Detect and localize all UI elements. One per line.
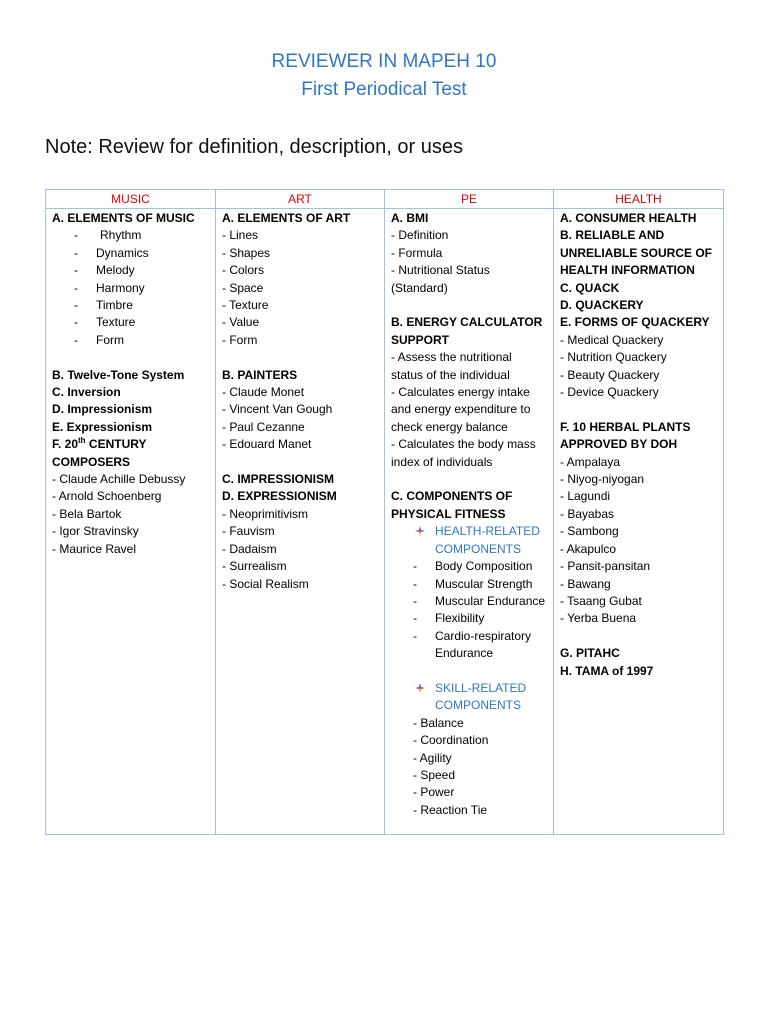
bullet-dash: - — [74, 245, 78, 260]
list-item: - Dynamics — [52, 245, 209, 262]
list-item: - Pansit-pansitan — [560, 559, 651, 574]
list-item: - Flexibility — [413, 611, 485, 626]
list-item: - Space — [222, 280, 264, 295]
skill-related-heading: SKILL-RELATED COMPONENTS — [391, 680, 547, 715]
health-item-a: A. CONSUMER HEALTH — [560, 211, 697, 225]
list-item: - Medical Quackery — [560, 332, 664, 347]
list-item: - Muscular Endurance — [413, 593, 546, 608]
bullet-dash: - — [74, 332, 78, 347]
list-item: - Bayabas — [560, 506, 615, 521]
list-item: - Vincent Van Gough — [222, 402, 333, 417]
bullet-dash: - — [74, 315, 78, 330]
list-item: - Calculates the body mass index of individuals — [391, 437, 536, 469]
list-item: - Akapulco — [560, 541, 617, 556]
list-item: - Sambong — [560, 524, 619, 539]
list-item: - Power — [413, 785, 455, 800]
list-item: - Bawang — [560, 576, 611, 591]
list-item: - Rhythm — [52, 227, 209, 244]
list-item: - Arnold Schoenberg — [52, 489, 162, 504]
list-item: - Calculates energy intake and energy expenditure to check energy balance — [391, 385, 531, 434]
list-item: - Beauty Quackery — [560, 367, 660, 382]
list-item: - Timbre — [52, 297, 209, 314]
list-item: - Definition — [391, 228, 449, 243]
bullet-dash: - — [74, 280, 78, 295]
health-quackery-title: E. FORMS OF QUACKERY — [560, 315, 710, 330]
art-item-c: C. IMPRESSIONISM — [222, 472, 335, 487]
list-item: - Maurice Ravel — [52, 541, 137, 556]
table-header-row — [46, 190, 724, 209]
health-item-g: G. PITAHC — [560, 646, 620, 661]
health-item-b: B. RELIABLE AND UNRELIABLE SOURCE OF HEALTH INFORMATION — [560, 228, 713, 278]
music-item-c: C. Inversion — [52, 385, 121, 400]
bullet-dash: - — [74, 263, 78, 278]
list-item: - Surrealism — [222, 559, 287, 574]
list-item: - Colors — [222, 263, 265, 278]
music-item-e: E. Expressionism — [52, 419, 153, 434]
list-item: - Fauvism — [222, 524, 275, 539]
art-elements-title: A. ELEMENTS OF ART — [222, 211, 351, 225]
list-item: - Texture — [222, 298, 269, 313]
header-pe: PE — [385, 190, 554, 209]
list-item: - Cardio-respiratory Endurance — [413, 628, 532, 661]
list-item: - Bela Bartok — [52, 506, 122, 521]
list-item: - Form — [222, 332, 258, 347]
list-item: - Reaction Tie — [413, 802, 488, 817]
list-item: - Body Composition — [413, 559, 533, 574]
list-item: - Value — [222, 315, 260, 330]
health-item-c: C. QUACK — [560, 280, 620, 295]
header-music: MUSIC — [46, 190, 216, 209]
list-item: - Texture — [52, 314, 209, 331]
list-item: - Paul Cezanne — [222, 419, 305, 434]
pe-column — [385, 209, 554, 835]
list-item: - Coordination — [413, 733, 489, 748]
list-item: - Neoprimitivism — [222, 506, 309, 521]
health-item-d: D. QUACKERY — [560, 298, 644, 313]
table-body-row — [46, 209, 724, 835]
list-item: - Claude Monet — [222, 385, 305, 400]
health-column — [554, 209, 724, 835]
pe-energy-title: B. ENERGY CALCULATOR SUPPORT — [391, 315, 543, 347]
list-item: - Harmony — [52, 280, 209, 297]
list-item: - Edouard Manet — [222, 437, 312, 452]
health-item-h: H. TAMA of 1997 — [560, 663, 654, 678]
health-herbal-title: F. 10 HERBAL PLANTS APPROVED BY DOH — [560, 419, 691, 452]
list-item: - Dadaism — [222, 541, 277, 556]
document-title: REVIEWER IN MAPEH 10 — [271, 51, 497, 72]
list-item: - Balance — [413, 715, 464, 730]
music-column — [46, 209, 216, 835]
four-color-plus-icon — [415, 526, 425, 536]
list-item: - Claude Achille Debussy — [52, 472, 186, 487]
list-item: - Speed — [413, 767, 456, 782]
list-item: - Yerba Buena — [560, 611, 637, 626]
list-item: - Nutritional Status (Standard) — [391, 263, 490, 295]
list-item: - Ampalaya — [560, 454, 621, 469]
art-column — [216, 209, 385, 835]
list-item: - Device Quackery — [560, 385, 659, 400]
music-elements-title: A. ELEMENTS OF MUSIC — [52, 211, 195, 225]
four-color-plus-icon — [415, 683, 425, 693]
music-item-d: D. Impressionism — [52, 402, 153, 417]
health-related-heading: HEALTH-RELATED COMPONENTS — [391, 523, 547, 558]
list-item: - Niyog-niyogan — [560, 472, 645, 487]
list-item: - Agility — [413, 750, 452, 765]
list-item: - Social Realism — [222, 576, 309, 591]
pe-bmi-title: A. BMI — [391, 211, 429, 225]
mapeh-table — [45, 189, 724, 835]
list-item: - Igor Stravinsky — [52, 524, 139, 539]
list-item: - Nutrition Quackery — [560, 350, 667, 365]
review-note: Note: Review for definition, description, or uses — [45, 136, 463, 158]
art-item-d: D. EXPRESSIONISM — [222, 489, 337, 504]
list-item: - Form — [52, 332, 209, 349]
list-item: - Formula — [391, 245, 443, 260]
music-item-b: B. Twelve-Tone System — [52, 367, 185, 382]
bullet-dash: - — [74, 298, 78, 313]
list-item: - Muscular Strength — [413, 576, 533, 591]
header-art: ART — [216, 190, 385, 209]
list-item: - Tsaang Gubat — [560, 593, 642, 608]
list-item: - Melody — [52, 262, 209, 279]
bullet-dash: - — [74, 228, 78, 243]
art-painters-title: B. PAINTERS — [222, 367, 298, 382]
header-health: HEALTH — [554, 190, 724, 209]
pe-components-title: C. COMPONENTS OF PHYSICAL FITNESS — [391, 489, 513, 521]
document-subtitle: First Periodical Test — [301, 79, 467, 100]
music-composers-title: F. 20th CENTURY COMPOSERS — [52, 436, 147, 469]
list-item: - Lagundi — [560, 489, 611, 504]
list-item: - Lines — [222, 228, 259, 243]
list-item: - Shapes — [222, 245, 271, 260]
list-item: - Assess the nutritional status of the individual — [391, 350, 512, 382]
